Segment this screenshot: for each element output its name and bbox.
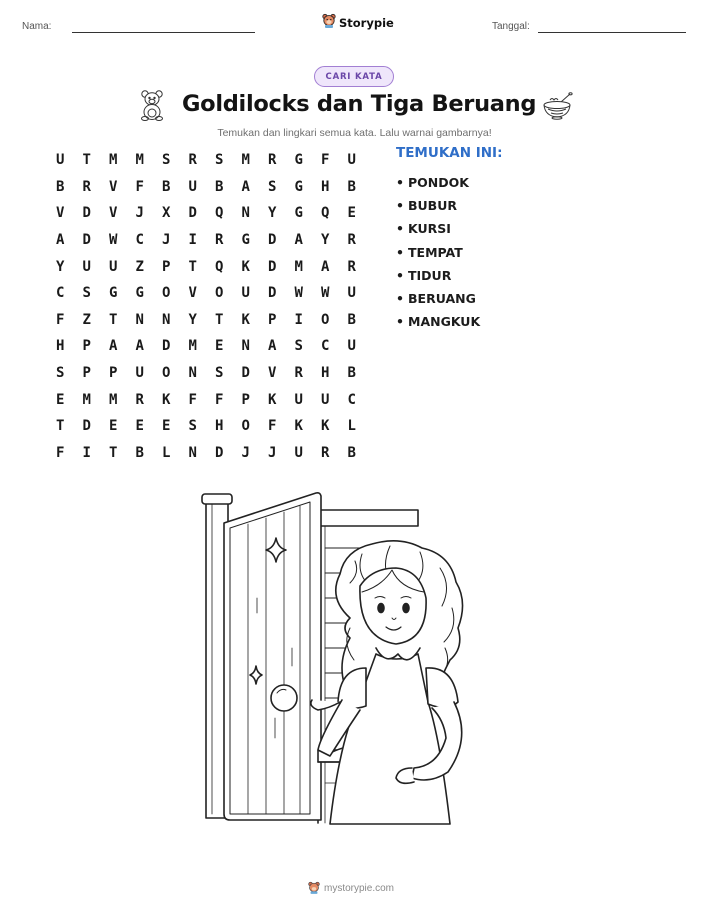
grid-letter[interactable]: O [321,311,330,328]
grid-letter[interactable]: B [135,444,144,461]
grid-letter[interactable]: T [109,311,118,328]
bullet-icon: • [396,314,404,330]
grid-letter[interactable]: B [215,178,224,195]
grid-letter[interactable]: F [188,391,197,408]
grid-letter[interactable]: U [321,391,330,408]
grid-letter[interactable]: U [188,178,197,195]
brand [322,13,394,32]
grid-letter[interactable]: D [268,285,277,302]
grid-letter[interactable]: T [188,258,197,275]
grid-letter[interactable]: R [347,232,356,249]
grid-letter[interactable]: H [215,418,224,435]
word-text: MANGKUK [408,314,481,330]
grid-letter[interactable]: R [347,258,356,275]
grid-letter[interactable]: U [347,285,356,302]
grid-row [47,200,365,227]
grid-letter[interactable]: P [241,391,250,408]
grid-letter[interactable]: F [215,391,224,408]
grid-letter[interactable]: M [294,258,303,275]
grid-letter[interactable]: W [109,232,118,249]
grid-letter[interactable]: X [162,205,171,222]
grid-letter[interactable]: J [135,205,144,222]
word-list-item [396,171,480,194]
date-label: Tanggal: [492,21,530,32]
word-list-item [396,310,480,333]
grid-letter[interactable]: M [135,152,144,169]
grid-letter[interactable]: Z [82,311,91,328]
grid-letter[interactable]: S [82,285,91,302]
grid-row [47,333,365,360]
grid-letter[interactable]: W [321,285,330,302]
bullet-icon: • [396,175,404,191]
grid-letter[interactable]: V [109,205,118,222]
grid-letter[interactable]: C [321,338,330,355]
grid-letter[interactable]: G [109,285,118,302]
grid-letter[interactable]: T [56,418,65,435]
grid-letter[interactable]: G [294,152,303,169]
grid-row [47,253,365,280]
grid-letter[interactable]: P [268,311,277,328]
grid-letter[interactable]: C [347,391,356,408]
grid-letter[interactable]: V [268,365,277,382]
grid-letter[interactable]: U [135,365,144,382]
grid-row [47,307,365,334]
word-list [396,171,480,333]
grid-letter[interactable]: V [56,205,65,222]
grid-letter[interactable]: U [241,285,250,302]
grid-letter[interactable]: P [162,258,171,275]
grid-letter[interactable]: A [109,338,118,355]
brand-name: Storypie [339,15,394,30]
grid-letter[interactable]: V [188,285,197,302]
grid-letter[interactable]: A [135,338,144,355]
bullet-icon: • [396,221,404,237]
grid-letter[interactable]: D [215,444,224,461]
grid-letter[interactable]: F [321,152,330,169]
grid-letter[interactable]: F [56,311,65,328]
grid-letter[interactable]: S [56,365,65,382]
grid-letter[interactable]: U [82,258,91,275]
grid-letter[interactable]: I [294,311,303,328]
bullet-icon: • [396,244,404,260]
grid-letter[interactable]: L [347,418,356,435]
grid-letter[interactable]: K [294,418,303,435]
grid-letter[interactable]: R [135,391,144,408]
grid-letter[interactable]: N [241,205,250,222]
grid-letter[interactable]: S [215,365,224,382]
grid-letter[interactable]: V [109,178,118,195]
grid-letter[interactable]: F [135,178,144,195]
word-list-item [396,287,480,310]
grid-letter[interactable]: N [135,311,144,328]
grid-letter[interactable]: Y [268,205,277,222]
grid-letter[interactable]: N [241,338,250,355]
grid-letter[interactable]: Y [321,232,330,249]
grid-letter[interactable]: O [162,285,171,302]
grid-letter[interactable]: O [215,285,224,302]
teddy-bear-icon [139,89,165,125]
grid-letter[interactable]: D [241,365,250,382]
grid-letter[interactable]: P [109,365,118,382]
grid-letter[interactable]: D [268,258,277,275]
grid-letter[interactable]: D [188,205,197,222]
grid-letter[interactable]: Z [135,258,144,275]
grid-letter[interactable]: K [162,391,171,408]
grid-letter[interactable]: A [56,232,65,249]
word-text: KURSI [408,221,451,237]
grid-letter[interactable]: D [82,418,91,435]
grid-letter[interactable]: U [109,258,118,275]
grid-letter[interactable]: G [294,205,303,222]
grid-letter[interactable]: F [56,444,65,461]
grid-letter[interactable]: R [321,444,330,461]
grid-row [47,440,365,467]
grid-letter[interactable]: B [162,178,171,195]
grid-letter[interactable]: B [347,365,356,382]
grid-letter[interactable]: L [162,444,171,461]
word-text: BERUANG [408,291,476,307]
word-search-grid[interactable] [47,147,365,466]
activity-badge: CARI KATA [314,66,394,87]
bullet-icon: • [396,267,404,283]
grid-row [47,174,365,201]
date-line [538,32,686,33]
grid-letter[interactable]: J [268,444,277,461]
grid-letter[interactable]: O [162,365,171,382]
grid-letter[interactable]: G [135,285,144,302]
grid-letter[interactable]: E [347,205,356,222]
grid-row [47,227,365,254]
grid-letter[interactable]: P [82,338,91,355]
grid-letter[interactable]: B [347,178,356,195]
grid-letter[interactable]: U [347,152,356,169]
grid-letter[interactable]: U [347,338,356,355]
grid-letter[interactable]: R [215,232,224,249]
grid-letter[interactable]: U [294,391,303,408]
grid-letter[interactable]: Q [321,205,330,222]
grid-letter[interactable]: R [82,178,91,195]
grid-letter[interactable]: I [188,232,197,249]
grid-letter[interactable]: S [215,152,224,169]
grid-letter[interactable]: C [56,285,65,302]
grid-letter[interactable]: Y [56,258,65,275]
word-text: TIDUR [408,267,452,283]
name-label: Nama: [22,21,52,32]
grid-letter[interactable]: U [294,444,303,461]
word-list-item [396,194,480,217]
grid-letter[interactable]: H [321,178,330,195]
grid-letter[interactable]: S [162,152,171,169]
grid-letter[interactable]: K [241,258,250,275]
word-text: TEMPAT [408,244,463,260]
grid-letter[interactable]: J [241,444,250,461]
grid-letter[interactable]: I [82,444,91,461]
word-list-item [396,217,480,240]
footer-url[interactable]: mystorypie.com [324,883,395,894]
grid-row [47,413,365,440]
word-list-item [396,241,480,264]
grid-letter[interactable]: S [294,338,303,355]
grid-letter[interactable]: E [215,338,224,355]
grid-letter[interactable]: K [241,311,250,328]
grid-letter[interactable]: F [268,418,277,435]
grid-letter[interactable]: N [188,365,197,382]
grid-letter[interactable]: M [109,152,118,169]
word-text: BUBUR [408,198,457,214]
grid-letter[interactable]: B [347,311,356,328]
storypie-logo-icon [308,879,320,898]
word-text: PONDOK [408,175,469,191]
grid-letter[interactable]: U [56,152,65,169]
grid-letter[interactable]: T [215,311,224,328]
grid-letter[interactable]: H [56,338,65,355]
grid-row [47,386,365,413]
grid-letter[interactable]: A [294,232,303,249]
grid-letter[interactable]: R [294,365,303,382]
storypie-logo-icon [322,13,336,32]
grid-letter[interactable]: G [294,178,303,195]
grid-letter[interactable]: P [82,365,91,382]
grid-letter[interactable]: D [82,232,91,249]
grid-letter[interactable]: A [241,178,250,195]
grid-letter[interactable]: S [188,418,197,435]
grid-letter[interactable]: M [188,338,197,355]
grid-letter[interactable]: O [241,418,250,435]
grid-letter[interactable]: D [268,232,277,249]
word-list-title: TEMUKAN INI: [396,145,503,161]
grid-letter[interactable]: M [241,152,250,169]
grid-letter[interactable]: E [135,418,144,435]
footer [308,879,394,898]
grid-letter[interactable]: K [321,418,330,435]
grid-letter[interactable]: S [268,178,277,195]
grid-row [47,360,365,387]
grid-letter[interactable]: M [82,391,91,408]
grid-letter[interactable]: G [241,232,250,249]
grid-letter[interactable]: Y [188,311,197,328]
grid-letter[interactable]: A [268,338,277,355]
porridge-bowl-icon [541,92,573,124]
grid-letter[interactable]: B [56,178,65,195]
grid-letter[interactable]: K [268,391,277,408]
grid-letter[interactable]: R [268,152,277,169]
grid-letter[interactable]: W [294,285,303,302]
grid-letter[interactable]: Q [215,258,224,275]
goldilocks-door-illustration [200,488,480,832]
grid-letter[interactable]: A [321,258,330,275]
grid-letter[interactable]: E [109,418,118,435]
page-title: Goldilocks dan Tiga Beruang [182,91,537,117]
grid-letter[interactable]: J [162,232,171,249]
grid-row [47,147,365,174]
grid-letter[interactable]: N [162,311,171,328]
grid-letter[interactable]: E [162,418,171,435]
grid-letter[interactable]: C [135,232,144,249]
grid-letter[interactable]: E [56,391,65,408]
grid-letter[interactable]: Q [215,205,224,222]
grid-letter[interactable]: D [162,338,171,355]
grid-letter[interactable]: T [82,152,91,169]
grid-letter[interactable]: D [82,205,91,222]
grid-letter[interactable]: B [347,444,356,461]
bullet-icon: • [396,291,404,307]
grid-letter[interactable]: H [321,365,330,382]
name-line [72,32,255,33]
grid-letter[interactable]: N [188,444,197,461]
instructions: Temukan dan lingkari semua kata. Lalu warnai gambarnya! [217,127,492,139]
grid-letter[interactable]: M [109,391,118,408]
grid-row [47,280,365,307]
word-list-item [396,264,480,287]
grid-letter[interactable]: R [188,152,197,169]
grid-letter[interactable]: T [109,444,118,461]
bullet-icon: • [396,198,404,214]
